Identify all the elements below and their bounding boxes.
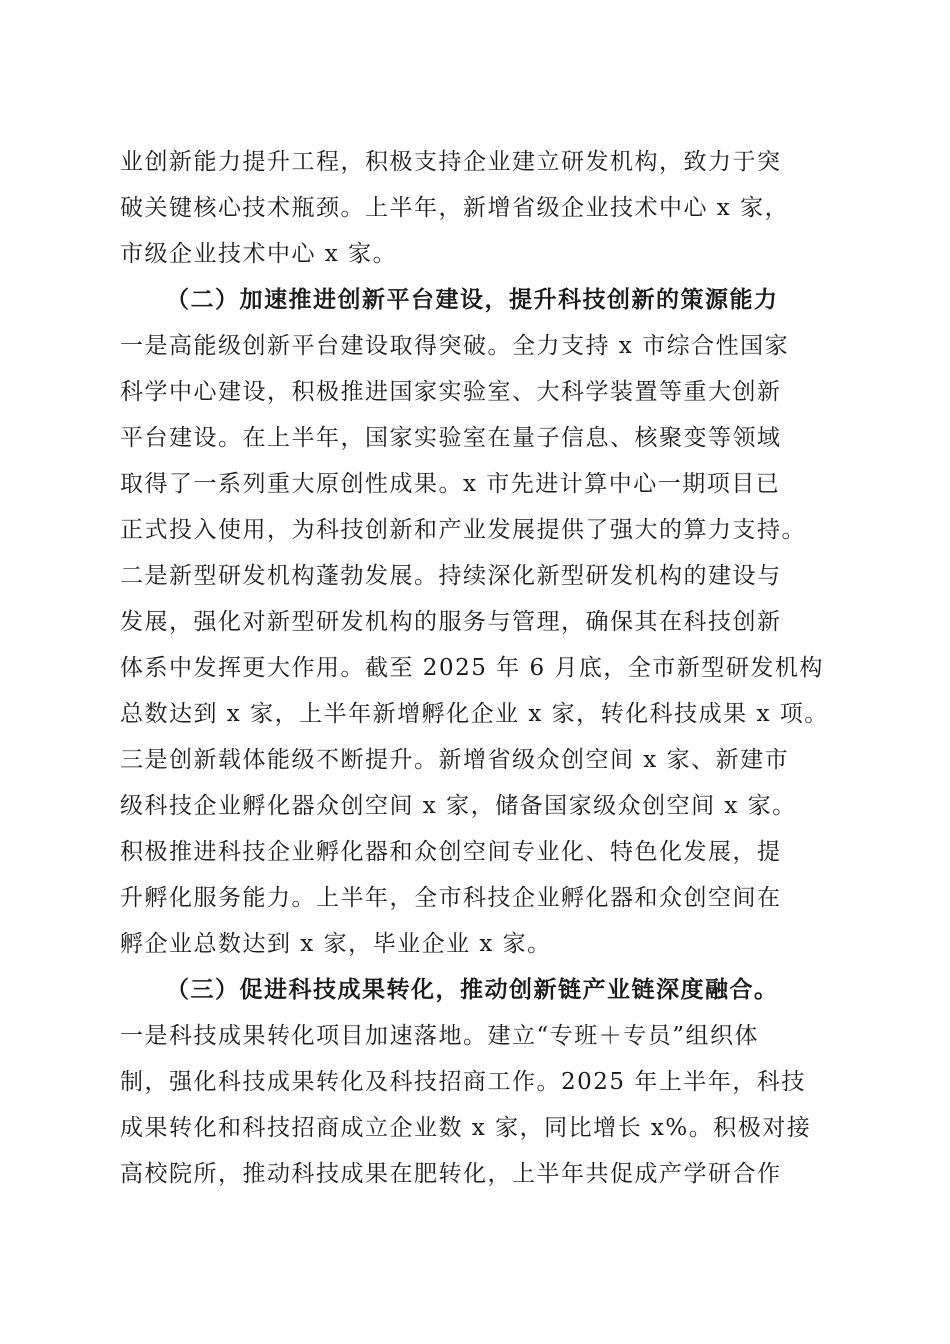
section-heading: （二）加速推进创新平台建设，提升科技创新的策源能力	[166, 287, 779, 313]
body-text-line: 级科技企业孵化器众创空间 x 家，储备国家级众创空间 x 家。	[120, 793, 797, 819]
section-heading: （三）促进科技成果转化，推动创新链产业链深度融合。	[166, 977, 779, 1003]
body-text-line: 业创新能力提升工程，积极支持企业建立研发机构，致力于突	[120, 149, 782, 175]
body-text-line: 体系中发挥更大作用。截至 2025 年 6 月底，全市新型研发机构	[120, 655, 824, 681]
body-text-line: 一是科技成果转化项目加速落地。建立“专班＋专员”组织体	[120, 1023, 760, 1049]
body-text-line: 正式投入使用，为科技创新和产业发展提供了强大的算力支持。	[120, 517, 806, 543]
body-text-line: 成果转化和科技招商成立企业数 x 家，同比增长 x%。积极对接	[120, 1115, 812, 1141]
body-text-line: 孵企业总数达到 x 家，毕业企业 x 家。	[120, 931, 552, 957]
body-text-line: 制，强化科技成果转化及科技招商工作。2025 年上半年，科技	[120, 1069, 806, 1095]
body-text-line: 市级企业技术中心 x 家。	[120, 241, 398, 267]
body-text-line: 积极推进科技企业孵化器和众创空间专业化、特色化发展，提	[120, 839, 782, 865]
body-text-line: 取得了一系列重大原创性成果。x 市先进计算中心一期项目已	[120, 471, 781, 497]
body-text-line: 总数达到 x 家，上半年新增孵化企业 x 家，转化科技成果 x 项。	[120, 701, 829, 727]
body-text-line: 发展，强化对新型研发机构的服务与管理，确保其在科技创新	[120, 609, 782, 635]
body-text-line: 一是高能级创新平台建设取得突破。全力支持 x 市综合性国家	[120, 333, 790, 359]
body-text-line: 三是创新载体能级不断提升。新增省级众创空间 x 家、新建市	[120, 747, 790, 773]
body-text-line: 破关键核心技术瓶颈。上半年，新增省级企业技术中心 x 家，	[120, 195, 790, 221]
body-text-line: 平台建设。在上半年，国家实验室在量子信息、核聚变等领域	[120, 425, 782, 451]
body-text-line: 高校院所，推动科技成果在肥转化，上半年共促成产学研合作	[120, 1161, 782, 1187]
body-text-line: 科学中心建设，积极推进国家实验室、大科学装置等重大创新	[120, 379, 782, 405]
body-text-line: 升孵化服务能力。上半年，全市科技企业孵化器和众创空间在	[120, 885, 782, 911]
body-text-line: 二是新型研发机构蓬勃发展。持续深化新型研发机构的建设与	[120, 563, 782, 589]
